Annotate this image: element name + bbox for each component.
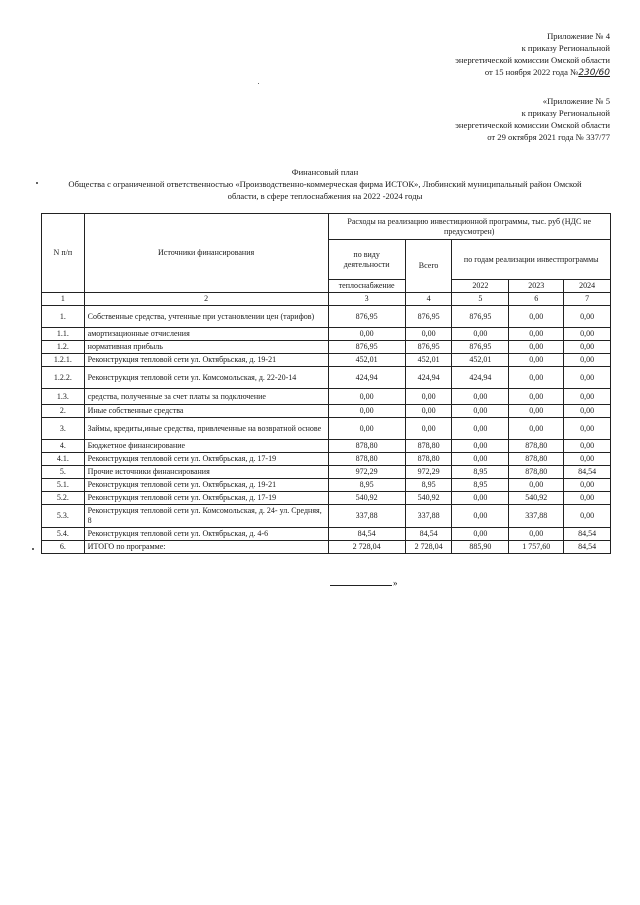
row-activity-value: 0,00 — [328, 405, 405, 418]
row-year-2024-value: 0,00 — [564, 389, 611, 405]
row-year-2022-value: 0,00 — [452, 405, 509, 418]
row-activity-value: 540,92 — [328, 492, 405, 505]
column-number: 3 — [328, 293, 405, 306]
row-year-2023-value: 0,00 — [509, 306, 564, 328]
appendix-date-line — [455, 66, 610, 79]
closing-mark — [330, 578, 398, 588]
row-total-value: 972,29 — [405, 466, 452, 479]
row-activity-value: 337,88 — [328, 505, 405, 528]
row-total-value: 84,54 — [405, 528, 452, 541]
row-activity-value: 2 728,04 — [328, 541, 405, 554]
table-row — [42, 418, 611, 440]
row-number: 5.1. — [42, 479, 85, 492]
row-year-2022-value: 0,00 — [452, 389, 509, 405]
row-year-2023-value: 0,00 — [509, 479, 564, 492]
row-total-value: 878,80 — [405, 440, 452, 453]
table-row — [42, 405, 611, 418]
row-year-2022-value: 876,95 — [452, 341, 509, 354]
row-total-value: 8,95 — [405, 479, 452, 492]
appendix-date: от 15 ноября 2022 года № — [484, 67, 579, 77]
row-year-2022-value: 452,01 — [452, 354, 509, 367]
column-number: 4 — [405, 293, 452, 306]
row-year-2024-value: 84,54 — [564, 541, 611, 554]
row-activity-value: 972,29 — [328, 466, 405, 479]
appendix-title: Приложение № 4 — [547, 31, 610, 41]
row-activity-value: 0,00 — [328, 389, 405, 405]
row-activity-value: 878,80 — [328, 440, 405, 453]
row-source-name: амортизационные отчисления — [84, 328, 328, 341]
row-year-2023-value: 0,00 — [509, 354, 564, 367]
appendix-title: «Приложение № 5 — [542, 96, 610, 106]
row-year-2024-value: 0,00 — [564, 440, 611, 453]
handwritten-order-number: 230/60 — [578, 68, 610, 78]
header-by-activity: по виду деятельности — [328, 240, 405, 280]
row-year-2024-value: 0,00 — [564, 418, 611, 440]
table-row — [42, 440, 611, 453]
row-activity-value: 876,95 — [328, 341, 405, 354]
row-number: 4.1. — [42, 453, 85, 466]
title-line: Общества с ограниченной ответственностью «Производственно-коммерческая фирма ИСТОК», Любинский муниципальный район Омской — [68, 179, 582, 189]
row-source-name: средства, полученные за счет платы за подключение — [84, 389, 328, 405]
row-source-name: нормативная прибыль — [84, 341, 328, 354]
row-year-2022-value: 876,95 — [452, 306, 509, 328]
row-total-value: 452,01 — [405, 354, 452, 367]
row-year-2022-value: 0,00 — [452, 505, 509, 528]
column-number: 1 — [42, 293, 85, 306]
scan-speck — [32, 548, 34, 550]
row-number: 1.2.2. — [42, 367, 85, 389]
row-total-value: 0,00 — [405, 328, 452, 341]
appendix-previous-header — [455, 95, 610, 143]
header-num: N п/п — [42, 214, 85, 293]
row-activity-value: 8,95 — [328, 479, 405, 492]
row-source-name: Собственные средства, учтенные при установлении цен (тарифов) — [84, 306, 328, 328]
row-year-2022-value: 0,00 — [452, 418, 509, 440]
row-number: 6. — [42, 541, 85, 554]
row-source-name: Реконструкция тепловой сети ул. Октябрьская, д. 17-19 — [84, 453, 328, 466]
row-number: 5.3. — [42, 505, 85, 528]
row-year-2024-value: 0,00 — [564, 479, 611, 492]
header-year: 2023 — [509, 280, 564, 293]
scan-speck — [258, 83, 259, 84]
row-year-2024-value: 0,00 — [564, 341, 611, 354]
row-year-2022-value: 8,95 — [452, 466, 509, 479]
row-number: 5.2. — [42, 492, 85, 505]
row-year-2023-value: 0,00 — [509, 367, 564, 389]
financial-plan-table — [41, 213, 611, 554]
row-year-2022-value: 0,00 — [452, 492, 509, 505]
row-year-2024-value: 0,00 — [564, 367, 611, 389]
row-source-name: Прочие источники финансирования — [84, 466, 328, 479]
row-year-2023-value: 0,00 — [509, 405, 564, 418]
appendix-current-header — [455, 30, 610, 79]
row-number: 5.4. — [42, 528, 85, 541]
row-year-2022-value: 885,90 — [452, 541, 509, 554]
appendix-date: от 29 октября 2021 года № 337/77 — [487, 132, 610, 142]
row-total-value: 0,00 — [405, 405, 452, 418]
table-row — [42, 466, 611, 479]
row-year-2024-value: 0,00 — [564, 328, 611, 341]
column-number-row — [42, 293, 611, 306]
row-number: 2. — [42, 405, 85, 418]
row-activity-value: 424,94 — [328, 367, 405, 389]
row-year-2022-value: 0,00 — [452, 453, 509, 466]
row-number: 4. — [42, 440, 85, 453]
row-number: 5. — [42, 466, 85, 479]
table-row — [42, 367, 611, 389]
row-total-value: 337,88 — [405, 505, 452, 528]
row-activity-value: 0,00 — [328, 418, 405, 440]
title-line: области, в сфере теплоснабжения на 2022 -2024 годы — [227, 191, 423, 201]
row-year-2023-value: 1 757,60 — [509, 541, 564, 554]
row-number: 1.2.1. — [42, 354, 85, 367]
appendix-commission: энергетической комиссии Омской области — [455, 120, 610, 130]
row-number: 1.1. — [42, 328, 85, 341]
row-year-2023-value: 878,80 — [509, 440, 564, 453]
row-total-value: 878,80 — [405, 453, 452, 466]
row-total-value: 0,00 — [405, 389, 452, 405]
header-year: 2022 — [452, 280, 509, 293]
table-row — [42, 341, 611, 354]
row-total-value: 876,95 — [405, 341, 452, 354]
row-year-2022-value: 0,00 — [452, 328, 509, 341]
row-number: 1. — [42, 306, 85, 328]
table-row — [42, 354, 611, 367]
row-year-2024-value: 0,00 — [564, 505, 611, 528]
row-number: 3. — [42, 418, 85, 440]
row-year-2023-value: 878,80 — [509, 466, 564, 479]
row-year-2024-value: 0,00 — [564, 492, 611, 505]
row-year-2022-value: 0,00 — [452, 528, 509, 541]
row-total-value: 540,92 — [405, 492, 452, 505]
scan-speck — [36, 182, 38, 184]
row-activity-value: 0,00 — [328, 328, 405, 341]
row-source-name: ИТОГО по программе: — [84, 541, 328, 554]
header-total: Всего — [405, 240, 452, 293]
header-activity-name: теплоснабжение — [328, 280, 405, 293]
row-year-2024-value: 0,00 — [564, 306, 611, 328]
table-row — [42, 492, 611, 505]
table-row — [42, 389, 611, 405]
row-year-2022-value: 8,95 — [452, 479, 509, 492]
row-total-value: 876,95 — [405, 306, 452, 328]
row-source-name: Займы, кредиты,иные средства, привлеченные на возвратной основе — [84, 418, 328, 440]
table-row — [42, 479, 611, 492]
row-year-2023-value: 0,00 — [509, 528, 564, 541]
table-row — [42, 528, 611, 541]
row-activity-value: 878,80 — [328, 453, 405, 466]
row-year-2024-value: 0,00 — [564, 453, 611, 466]
row-source-name: Реконструкция тепловой сети ул. Комсомольская, д. 22-20-14 — [84, 367, 328, 389]
row-source-name: Реконструкция тепловой сети ул. Октябрьская, д. 17-19 — [84, 492, 328, 505]
row-year-2023-value: 0,00 — [509, 389, 564, 405]
column-number: 5 — [452, 293, 509, 306]
row-year-2023-value: 0,00 — [509, 341, 564, 354]
header-year: 2024 — [564, 280, 611, 293]
row-total-value: 2 728,04 — [405, 541, 452, 554]
row-year-2023-value: 337,88 — [509, 505, 564, 528]
column-number: 7 — [564, 293, 611, 306]
row-year-2023-value: 540,92 — [509, 492, 564, 505]
title-line: Финансовый план — [291, 167, 359, 177]
column-number: 6 — [509, 293, 564, 306]
row-number: 1.2. — [42, 341, 85, 354]
signature-line — [330, 585, 392, 586]
row-year-2024-value: 84,54 — [564, 528, 611, 541]
closing-quote: » — [393, 578, 398, 588]
column-number: 2 — [84, 293, 328, 306]
row-source-name: Реконструкция тепловой сети ул. Октябрьская, д. 4-6 — [84, 528, 328, 541]
row-activity-value: 876,95 — [328, 306, 405, 328]
row-year-2022-value: 0,00 — [452, 440, 509, 453]
row-source-name: Иные собственные средства — [84, 405, 328, 418]
row-activity-value: 452,01 — [328, 354, 405, 367]
row-year-2024-value: 0,00 — [564, 405, 611, 418]
table-row — [42, 328, 611, 341]
row-source-name: Реконструкция тепловой сети ул. Комсомольская, д. 24- ул. Средняя, 8 — [84, 505, 328, 528]
row-year-2023-value: 878,80 — [509, 453, 564, 466]
document-title — [40, 166, 610, 202]
row-year-2024-value: 0,00 — [564, 354, 611, 367]
row-year-2024-value: 84,54 — [564, 466, 611, 479]
row-activity-value: 84,54 — [328, 528, 405, 541]
table-row — [42, 541, 611, 554]
header-source: Источники финансирования — [84, 214, 328, 293]
row-number: 1.3. — [42, 389, 85, 405]
header-expenses-group: Расходы на реализацию инвестиционной программы, тыс. руб (НДС не предусмотрен) — [328, 214, 610, 240]
appendix-order-ref: к приказу Региональной — [521, 43, 610, 53]
row-year-2023-value: 0,00 — [509, 328, 564, 341]
table-row — [42, 453, 611, 466]
appendix-commission: энергетической комиссии Омской области — [455, 55, 610, 65]
row-source-name: Реконструкция тепловой сети ул. Октябрьская, д. 19-21 — [84, 479, 328, 492]
row-year-2022-value: 424,94 — [452, 367, 509, 389]
appendix-order-ref: к приказу Региональной — [521, 108, 610, 118]
row-year-2023-value: 0,00 — [509, 418, 564, 440]
row-source-name: Реконструкция тепловой сети ул. Октябрьская, д. 19-21 — [84, 354, 328, 367]
row-total-value: 424,94 — [405, 367, 452, 389]
header-by-years: по годам реализации инвестпрограммы — [452, 240, 611, 280]
row-source-name: Бюджетное финансирование — [84, 440, 328, 453]
row-total-value: 0,00 — [405, 418, 452, 440]
table-row — [42, 306, 611, 328]
table-row — [42, 505, 611, 528]
